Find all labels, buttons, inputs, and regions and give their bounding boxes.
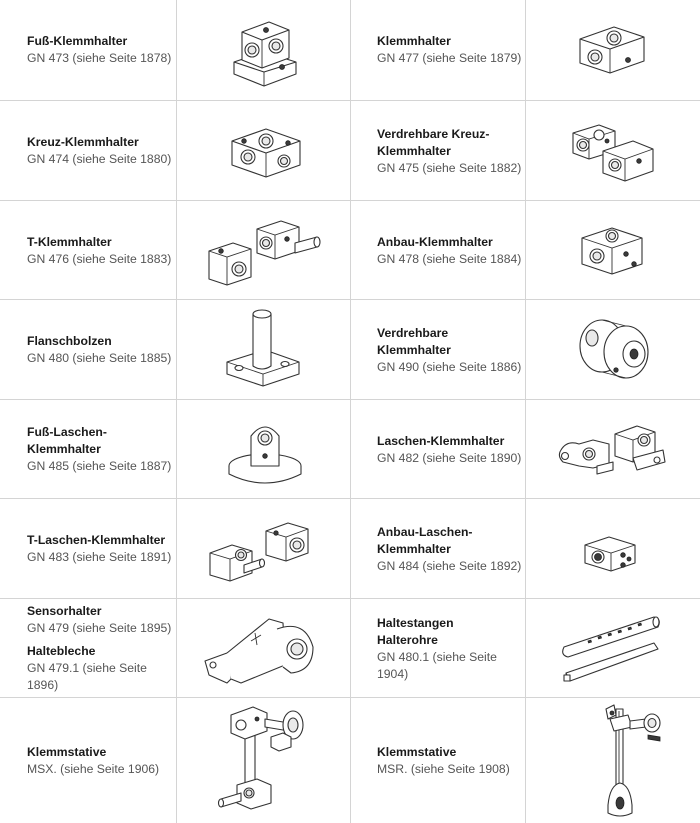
product-name: Anbau-Laschen- [377,524,473,539]
product-name: Klemmstative [377,745,457,759]
swivel-cross-clamp-icon [526,101,700,201]
flange-bolt-icon [177,300,350,400]
product-reference: GN 484 (siehe Seite 1892) [377,558,522,573]
product-name: Anbau-Klemmhalter [377,234,493,249]
product-name: Klemmstative [27,745,107,759]
product-name: Haltestangen [377,615,454,630]
product-name: Laschen-Klemmhalter [377,433,505,448]
table-row [0,299,700,399]
product-name: T-Klemmhalter [27,234,112,249]
product-reference: GN 474 (siehe Seite 1880) [27,152,172,166]
sensor-bracket-icon [177,599,350,698]
product-reference: GN 479 (siehe Seite 1895) [27,621,172,635]
clamp-stand-msr-icon [526,698,700,823]
product-reference: GN 479.1 (siehe Seite 1896) [27,661,147,692]
product-name: Klemmhalter [27,442,101,456]
product-reference: GN 473 (siehe Seite 1878) [27,51,172,65]
t-clamp-icon [177,201,350,300]
product-name: Klemmhalter [377,143,451,158]
product-name: Verdrehbare Klemmhalter [377,325,451,357]
product-reference: GN 480 (siehe Seite 1885) [27,351,172,365]
table-row [0,200,700,299]
product-reference: GN 485 (siehe Seite 1887) [27,459,172,473]
product-cell [377,599,525,698]
tab-clamp-icon [526,400,700,499]
cross-clamp-icon [177,101,350,201]
product-cell [27,300,175,400]
table-row [0,598,700,697]
product-reference: GN 480.1 (siehe Seite 1904) [377,649,497,681]
product-reference: GN 483 (siehe Seite 1891) [27,550,172,564]
product-name: Kreuz-Klemmhalter [27,135,139,149]
mounting-tab-clamp-icon [526,499,700,599]
product-cell [377,698,525,823]
table-row [0,100,700,200]
product-reference: GN 482 (siehe Seite 1890) [377,450,522,465]
product-name: Fuß-Laschen- [27,425,107,439]
foot-clamp-icon [177,0,350,100]
product-reference: MSR. (siehe Seite 1908) [377,762,510,776]
product-cell [27,599,175,698]
product-name: Haltebleche [27,644,96,658]
product-cell [377,300,525,400]
table-row [0,498,700,598]
swivel-clamp-icon [526,300,700,400]
product-name: Sensorhalter [27,604,102,618]
product-cell [27,101,175,201]
product-cell [27,201,175,300]
table-row [0,697,700,823]
product-cell [377,0,525,100]
product-name: Fuß-Klemmhalter [27,34,128,48]
product-cell [377,201,525,300]
product-cell [27,698,175,823]
product-cell [377,101,525,201]
product-name: Flanschbolzen [27,334,112,348]
product-reference: GN 478 (siehe Seite 1884) [377,251,522,266]
product-cell [377,499,525,599]
product-reference: GN 477 (siehe Seite 1879) [377,51,522,65]
holding-bars-icon [526,599,700,698]
clamp-holder-icon [526,0,700,100]
product-cell [27,400,175,499]
product-name: Verdrehbare Kreuz- [377,126,490,141]
product-name: T-Laschen-Klemmhalter [27,533,166,547]
clamp-stand-msx-icon [177,698,350,823]
foot-tab-clamp-icon [177,400,350,499]
product-reference: GN 476 (siehe Seite 1883) [27,251,172,266]
product-cell [27,0,175,100]
t-tab-clamp-icon [177,499,350,599]
table-row [0,399,700,498]
product-reference: GN 490 (siehe Seite 1886) [377,359,522,374]
product-reference: MSX. (siehe Seite 1906) [27,762,160,776]
table-row [0,0,700,100]
product-cell [377,400,525,499]
product-reference: GN 475 (siehe Seite 1882) [377,160,522,175]
mounting-clamp-icon [526,201,700,300]
product-cell [27,499,175,599]
product-name: Klemmhalter [377,541,451,556]
product-name: Halterohre [377,632,438,647]
product-name: Klemmhalter [377,34,451,48]
